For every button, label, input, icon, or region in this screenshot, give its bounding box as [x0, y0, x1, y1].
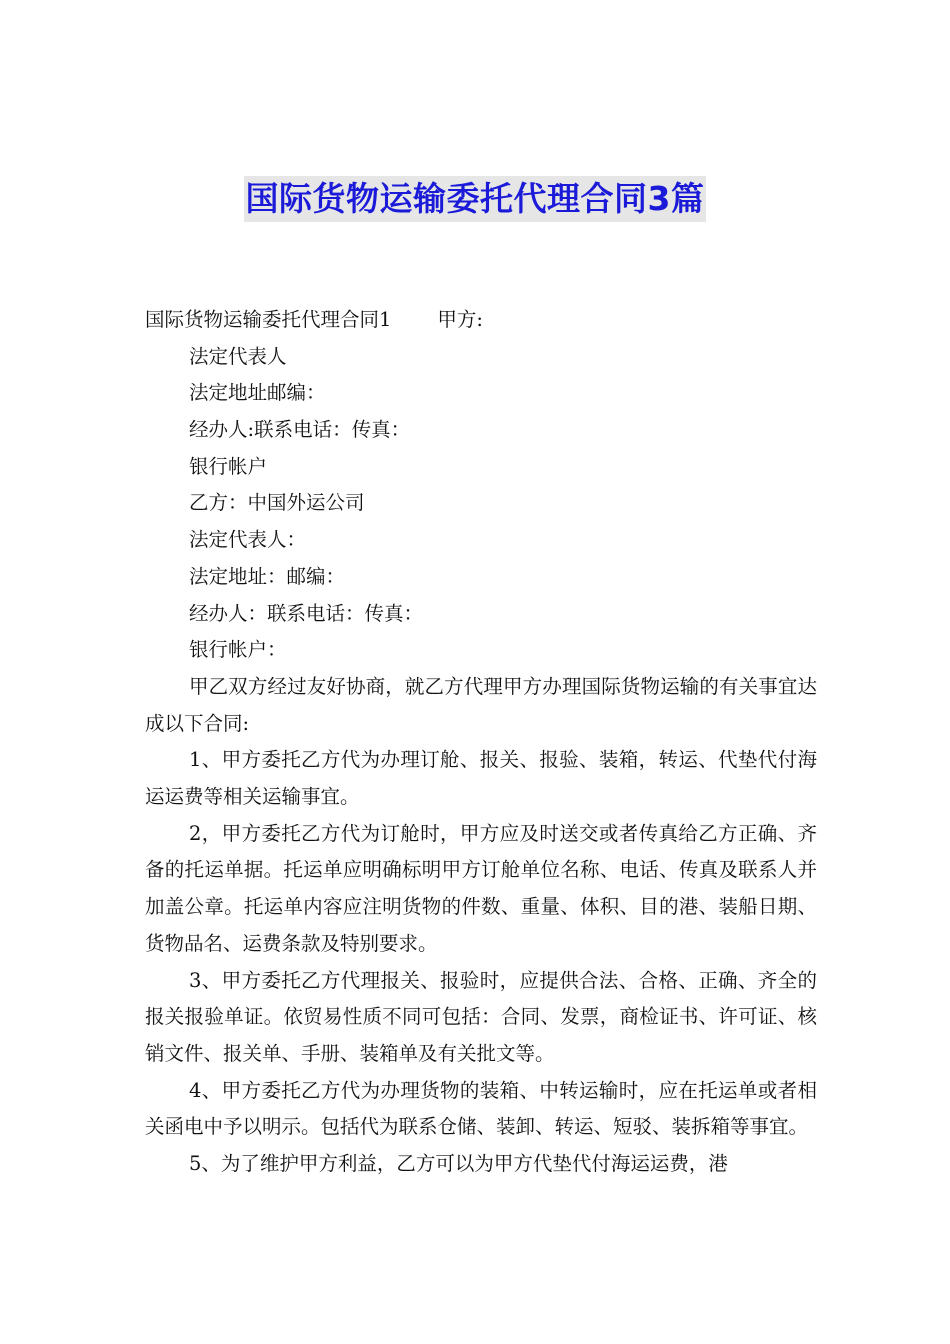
- party-b-line: 银行帐户：: [189, 638, 287, 662]
- title-block: [0, 176, 950, 222]
- paragraph: 4、甲方委托乙方代为办理货物的装箱、中转运输时，应在托运单或者相关函电中予以明示。包括代为联系仓储、装卸、转运、短驳、装拆箱等事宜。: [145, 1078, 817, 1139]
- party-b-line: 经办人：联系电话：传真：: [189, 601, 424, 625]
- party-b-line: 法定代表人：: [189, 528, 307, 552]
- contract-heading-line: [145, 302, 817, 339]
- party-b-line: 法定地址：邮编：: [189, 564, 346, 588]
- party-b-line: 乙方：中国外运公司: [189, 491, 365, 515]
- party-a-label: 甲方:: [437, 308, 483, 331]
- paragraph: 3、甲方委托乙方代理报关、报验时，应提供合法、合格、正确、齐全的报关报验单证。依贸易性质不同可包括：合同、发票，商检证书、许可证、核销文件、报关单、手册、装箱单及有关批文等。: [145, 968, 817, 1065]
- party-a-line: 法定地址邮编：: [189, 381, 326, 405]
- party-a-line: 经办人:联系电话：传真：: [189, 418, 411, 442]
- document-title: 国际货物运输委托代理合同3篇: [244, 176, 707, 222]
- party-a-line: 法定代表人: [189, 344, 287, 368]
- paragraph: 2，甲方委托乙方代为订舱时，甲方应及时送交或者传真给乙方正确、齐备的托运单据。托运单应明确标明甲方订舱单位名称、电话、传真及联系人并加盖公章。托运单内容应注明货物的件数、重量、体积、目的港、装船日期、货物品名、运费条款及特别要求。: [145, 821, 817, 955]
- paragraph: 5、为了维护甲方利益，乙方可以为甲方代垫代付海运运费，港: [189, 1152, 728, 1176]
- paragraph: 1、甲方委托乙方代为办理订舱、报关、报验、装箱，转运、代垫代付海运运费等相关运输事宜。: [145, 748, 817, 808]
- document-body: [145, 302, 817, 1183]
- party-a-line: 银行帐户: [189, 454, 268, 478]
- paragraph: 甲乙双方经过友好协商，就乙方代理甲方办理国际货物运输的有关事宜达成以下合同:: [145, 674, 817, 735]
- contract-heading: 国际货物运输委托代理合同1: [145, 308, 392, 331]
